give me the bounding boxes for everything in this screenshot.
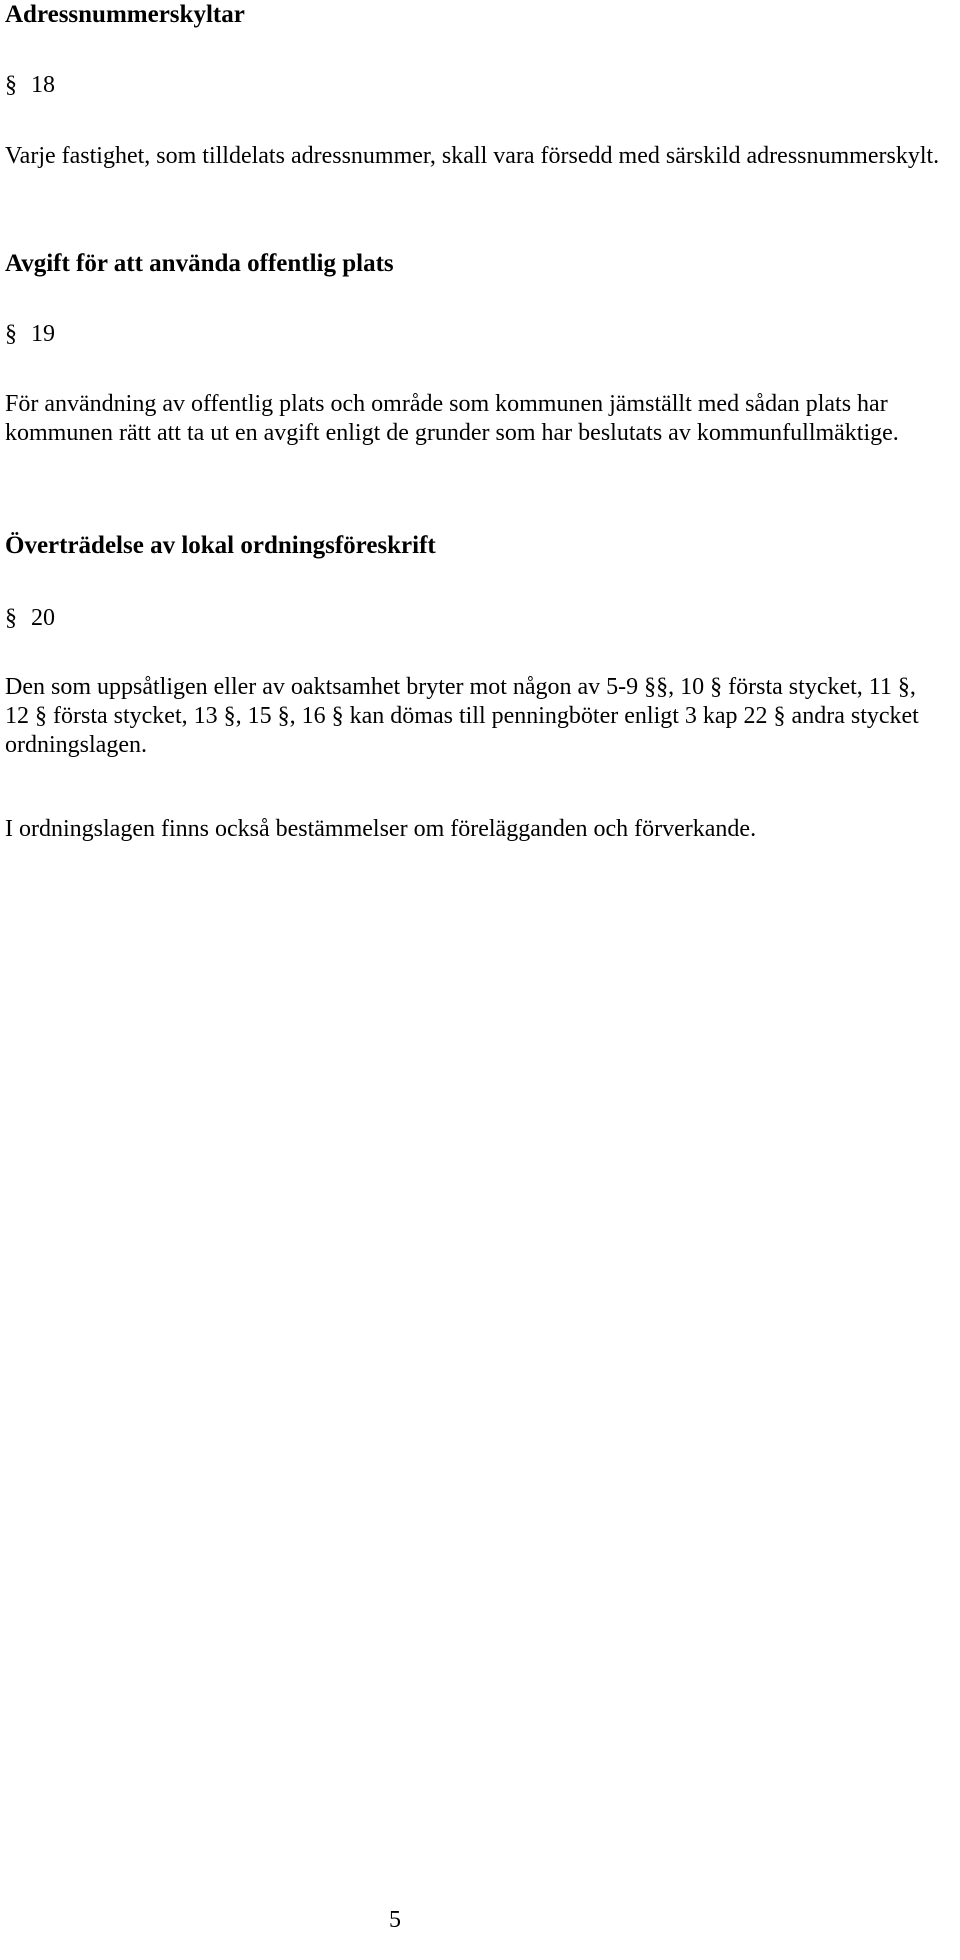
section-heading: Överträdelse av lokal ordningsföreskrift [5, 532, 436, 559]
section-heading: Adressnummerskyltar [5, 1, 245, 28]
paragraph-text: För användning av offentlig plats och område som kommunen jämställt med sådan plats har kommunen rätt att ta ut en avgift enligt de grunder som har beslutats av kommunfullmäktige. [5, 391, 899, 447]
paragraph-text: Den som uppsåtligen eller av oaktsamhet bryter mot någon av 5-9 §§, 10 § första stycket, 11 §, 12 § första stycket, 13 §, 15 §, 16 § kan dömas till penningböter enligt 3 kap 22 § andra stycket ordningslagen. [5, 674, 919, 759]
section-sign: § [5, 321, 17, 347]
paragraph-text: Varje fastighet, som tilldelats adressnummer, skall vara försedd med särskild adressnummerskylt. [5, 143, 940, 169]
paragraph-number [5, 71, 55, 100]
paragraph-number [5, 320, 55, 349]
paragraph-number-value: 19 [31, 321, 55, 347]
section-sign: § [5, 72, 17, 98]
paragraph-number [5, 604, 55, 633]
page-number: 5 [389, 1907, 401, 1933]
section-sign: § [5, 605, 17, 631]
paragraph-number-value: 20 [31, 605, 55, 631]
paragraph-number-value: 18 [31, 72, 55, 98]
paragraph-text: I ordningslagen finns också bestämmelser om förelägganden och förverkande. [5, 816, 757, 842]
section-heading: Avgift för att använda offentlig plats [5, 250, 394, 277]
